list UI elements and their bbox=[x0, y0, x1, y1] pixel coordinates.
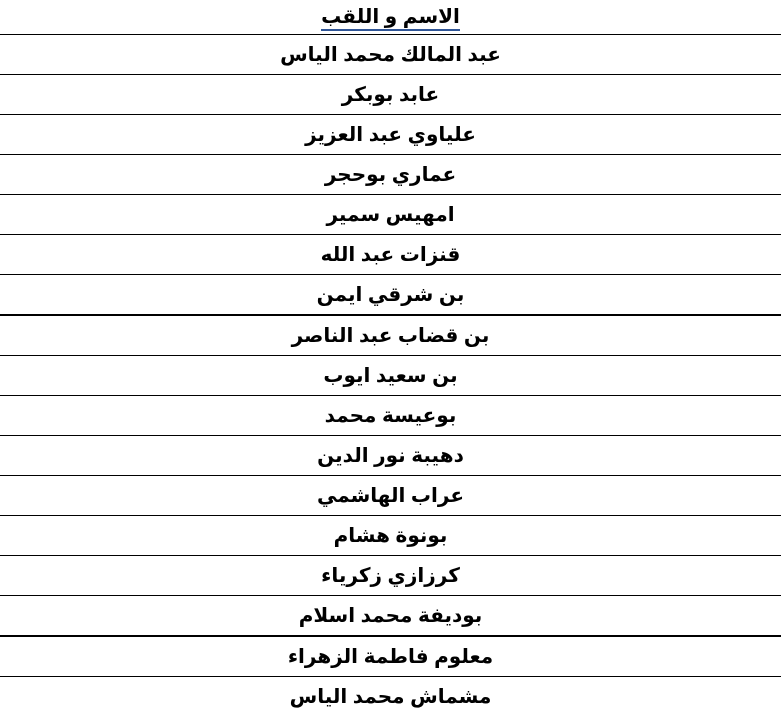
table-row bbox=[0, 115, 781, 155]
name-cell: عماري بوحجر bbox=[0, 155, 781, 195]
table-row bbox=[0, 275, 781, 316]
name-cell: عابد بوبكر bbox=[0, 75, 781, 115]
header-label: الاسم و اللقب bbox=[321, 6, 460, 31]
name-cell: بن قضاب عبد الناصر bbox=[0, 315, 781, 356]
name-cell: بوديفة محمد اسلام bbox=[0, 596, 781, 637]
name-cell: مشماش محمد الياس bbox=[0, 677, 781, 716]
header-row bbox=[0, 0, 781, 35]
name-cell: بن سعيد ايوب bbox=[0, 356, 781, 396]
name-cell: قنزات عبد الله bbox=[0, 235, 781, 275]
table-row bbox=[0, 315, 781, 356]
name-cell: علياوي عبد العزيز bbox=[0, 115, 781, 155]
name-cell: بوعيسة محمد bbox=[0, 396, 781, 436]
table-row bbox=[0, 235, 781, 275]
table-row bbox=[0, 636, 781, 677]
table-row bbox=[0, 75, 781, 115]
name-cell: كرزازي زكرياء bbox=[0, 556, 781, 596]
name-cell: بن شرقي ايمن bbox=[0, 275, 781, 316]
name-cell: امهيس سمير bbox=[0, 195, 781, 235]
table-row bbox=[0, 596, 781, 637]
table-row bbox=[0, 516, 781, 556]
table-row bbox=[0, 476, 781, 516]
name-cell: بونوة هشام bbox=[0, 516, 781, 556]
name-cell: دهيبة نور الدين bbox=[0, 436, 781, 476]
table-row bbox=[0, 195, 781, 235]
header-cell bbox=[0, 0, 781, 35]
table-row bbox=[0, 556, 781, 596]
table-row bbox=[0, 356, 781, 396]
table-row bbox=[0, 436, 781, 476]
table-row bbox=[0, 35, 781, 75]
table-row bbox=[0, 155, 781, 195]
name-cell: عبد المالك محمد الياس bbox=[0, 35, 781, 75]
table-row bbox=[0, 677, 781, 716]
name-cell: عراب الهاشمي bbox=[0, 476, 781, 516]
table-row bbox=[0, 396, 781, 436]
name-cell: معلوم فاطمة الزهراء bbox=[0, 636, 781, 677]
